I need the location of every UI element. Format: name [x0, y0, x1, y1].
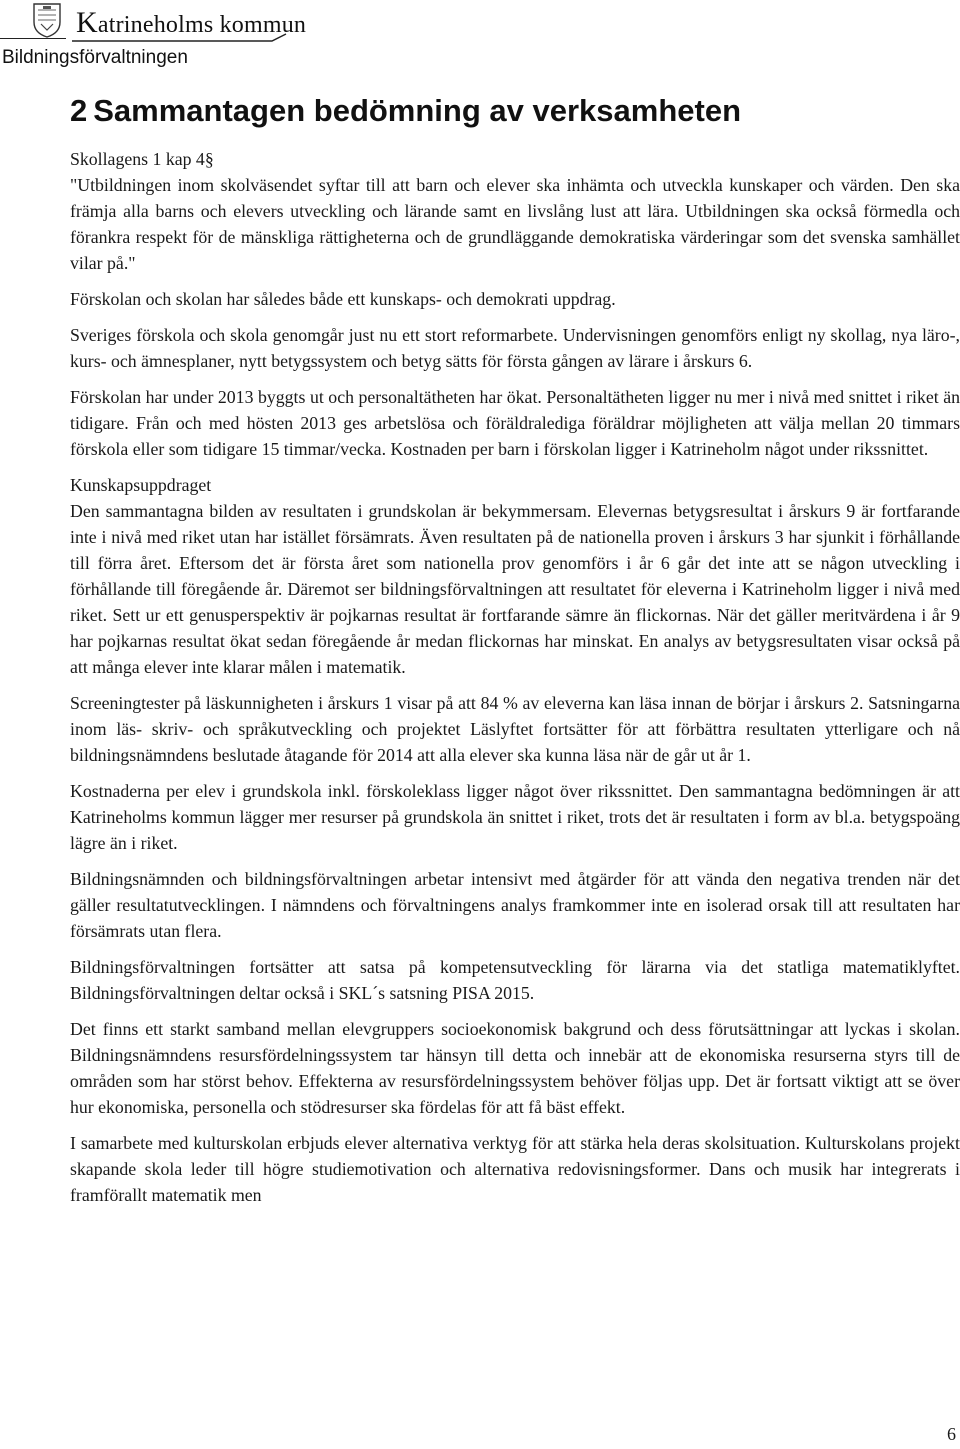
- paragraph-measures: Bildningsnämnden och bildningsförvaltningen arbetar intensivt med åtgärder för att vända den negativa trenden när det gäller resultatutvecklingen. I nämndens och förvaltningens analys framkommer inte en isolerad orsak till att resultaten har försämrats utan flera.: [70, 869, 960, 941]
- header-rule: [0, 38, 66, 39]
- page-header: [0, 0, 960, 80]
- paragraph-results: Den sammantagna bilden av resultaten i grundskolan är bekymmersam. Elevernas betygsresultat i årskurs 9 är fortfarande inte i nivå med riket utan har istället försämrats. Även resultaten på de nationella proven i årskurs 3 har sjunkit i förhållande till förra året. Eftersom det är första året som nationella prov genomförs i år 6 går det inte att se någon utveckling i förhållande till föregående år. Däremot ser bildningsförvaltningen att resultatet för eleverna i Katrineholm ligger i nivå med riket. Sett ur ett genusperspektiv är pojkarnas resultat är fortfarande sämre än flickornas. När det gäller meritvärdena i år 9 har pojkarnas resultat ökat sedan föregående år medan flickornas har minskat. En analys av betygsresultaten visar också på att många elever inte klarar målen i matematik.: [70, 501, 960, 677]
- section-heading: [70, 92, 960, 130]
- law-reference: Skollagens 1 kap 4§: [70, 149, 214, 169]
- organization-name: Katrineholms kommun: [76, 6, 307, 39]
- paragraph-mission: Förskolan och skolan har således både ett kunskaps- och demokrati uppdrag.: [70, 289, 616, 309]
- document-body: [70, 92, 960, 1218]
- paragraph-preschool: Förskolan har under 2013 byggts ut och personaltätheten har ökat. Personaltätheten ligger nu mer i nivå med snittet i riket än tidigare. Från och med hösten 2013 ges arbetslösa och föräldralediga föräldrar möjligheten att välja mellan 20 timmars förskola eller som tidigare 15 timmar/vecka. Kostnaden per barn i förskolan ligger i Katrineholm något under rikssnittet.: [70, 387, 960, 459]
- section-title: Sammantagen bedömning av verksamheten: [93, 93, 742, 128]
- paragraph-culture-school: I samarbete med kulturskolan erbjuds elever alternativa verktyg för att stärka hela deras skolsituation. Kulturskolans projekt skapande skola leder till högre studiemotivation och alternativa redovisningsformer. Dans och musik har integrerats i framförallt matematik men: [70, 1133, 960, 1205]
- subheading-knowledge: Kunskapsuppdraget: [70, 475, 212, 495]
- paragraph-screening: Screeningtester på läskunnigheten i årskurs 1 visar på att 84 % av eleverna kan läsa innan de börjar i årskurs 2. Satsningarna inom läs- skriv- och språkutveckling och projektet Läslyftet fortsätter för att förbättra resultaten ytterligare och nå bildningsnämndens beslutade åtagande för 2014 att alla elever ska kunna läsa när de går ut år 1.: [70, 693, 960, 765]
- law-quote: "Utbildningen inom skolväsendet syftar till att barn och elever ska inhämta och utveckla kunskaper och värden. Den ska främja alla barns och elevers utveckling och lärande samt en livslång lust att lära. Utbildningen ska också förmedla och förankra respekt för de mänskliga rättigheterna och de grundläggande demokratiska värderingar som det svenska samhället vilar på.": [70, 175, 960, 273]
- paragraph-socioeconomic: Det finns ett starkt samband mellan elevgruppers socioekonomisk bakgrund och dess förutsättningar att lyckas i skolan. Bildningsnämndens resursfördelningssystem tar hänsyn till detta och innebär att de ekonomiska resurserna styrs till de områden som har störst behov. Effekterna av resursfördelningssystem behöver följas upp. Det är fortsatt viktigt att se över hur ekonomiska, personella och stödresurser ska fördelas för att få bäst effekt.: [70, 1019, 960, 1117]
- paragraph-reform: Sveriges förskola och skola genomgår just nu ett stort reformarbete. Undervisningen genomförs enligt ny skollag, nya läro-, kurs- och ämnesplaner, nytt betygssystem och betyg sätts för första gången av lärare i årskurs 6.: [70, 325, 960, 371]
- paragraph-costs: Kostnaderna per elev i grundskola inkl. förskoleklass ligger något över rikssnittet. Den sammantagna bedömningen är att Katrineholms kommun lägger mer resurser på grundskola än snittet i riket, trots det är resultaten i form av bl.a. betygspoäng lägre än i riket.: [70, 781, 960, 853]
- page-number: 6: [947, 1424, 956, 1444]
- municipal-crest-icon: [32, 2, 62, 38]
- logo-swoosh: [72, 33, 292, 43]
- section-number: 2: [70, 93, 88, 128]
- department-name: Bildningsförvaltningen: [2, 47, 188, 68]
- paragraph-competence: Bildningsförvaltningen fortsätter att satsa på kompetensutveckling för lärarna via det statliga matematiklyftet. Bildningsförvaltningen deltar också i SKL´s satsning PISA 2015.: [70, 957, 960, 1003]
